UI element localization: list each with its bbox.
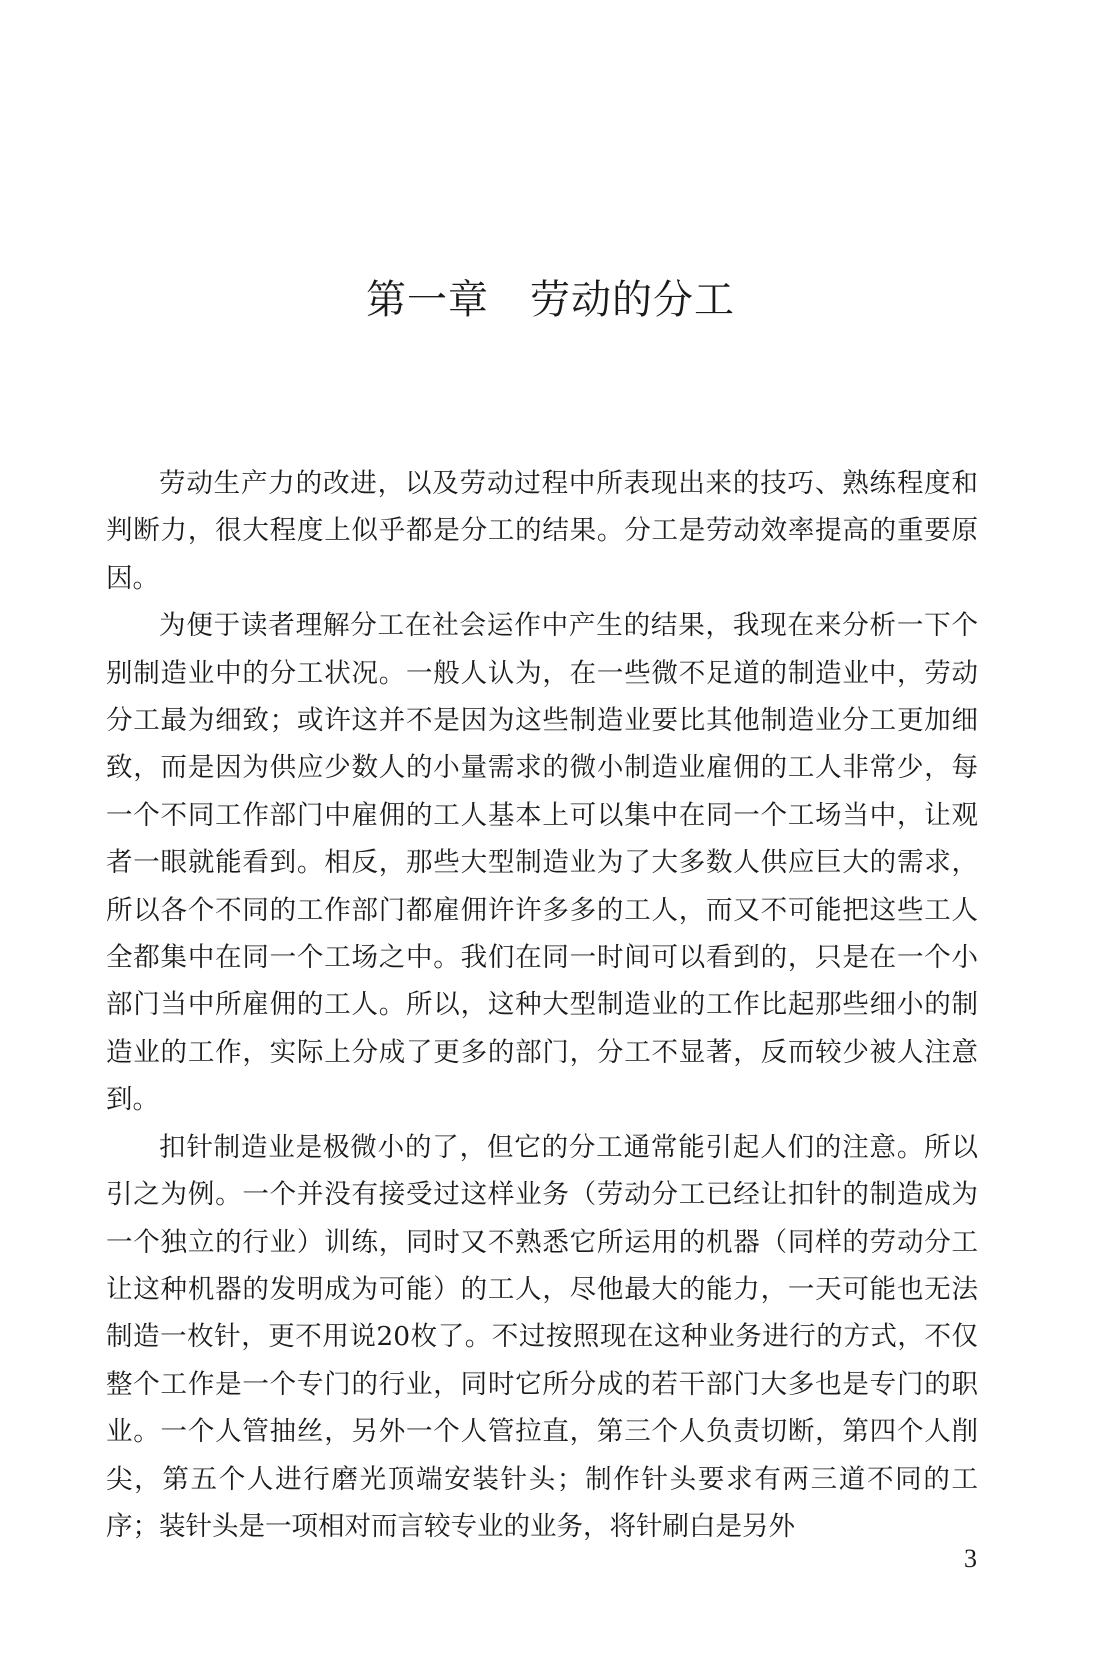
page-number: 3 [964,1544,977,1573]
paragraph-2: 为便于读者理解分工在社会运作中产生的结果，我现在来分析一下个别制造业中的分工状况。一般人认为，在一些微不足道的制造业中，劳动分工最为细致；或许这并不是因为这些制造业要比其他制造业分工更加细致，而是因为供应少数人的小量需求的微小制造业雇佣的工人非常少，每一个不同工作部门中雇佣的工人基本上可以集中在同一个工场当中，让观者一眼就能看到。相反，那些大型制造业为了大多数人供应巨大的需求，所以各个不同的工作部门都雇佣许许多多的工人，而又不可能把这些工人全都集中在同一个工场之中。我们在同一时间可以看到的，只是在一个小部门当中所雇佣的工人。所以，这种大型制造业的工作比起那些细小的制造业的工作，实际上分成了更多的部门，分工不显著，反而较少被人注意到。 [106,610,978,1116]
chapter-title: 第一章 劳动的分工 [366,277,735,323]
paragraph-1: 劳动生产力的改进，以及劳动过程中所表现出来的技巧、熟练程度和判断力，很大程度上似乎都是分工的结果。分工是劳动效率提高的重要原因。 [106,468,978,594]
body-text [106,460,978,1550]
paragraph-3: 扣针制造业是极微小的了，但它的分工通常能引起人们的注意。所以引之为例。一个并没有接受过这样业务（劳动分工已经让扣针的制造成为一个独立的行业）训练，同时又不熟悉它所运用的机器（同样的劳动分工让这种机器的发明成为可能）的工人，尽他最大的能力，一天可能也无法制造一枚针，更不用说20枚了。不过按照现在这种业务进行的方式，不仅整个工作是一个专门的行业，同时它所分成的若干部门大多也是专门的职业。一个人管抽丝，另外一个人管拉直，第三个人负责切断，第四个人削尖，第五个人进行磨光顶端安装针头；制作针头要求有两三道不同的工序；装针头是一项相对而言较专业的业务，将针刷白是另外 [106,1131,978,1542]
